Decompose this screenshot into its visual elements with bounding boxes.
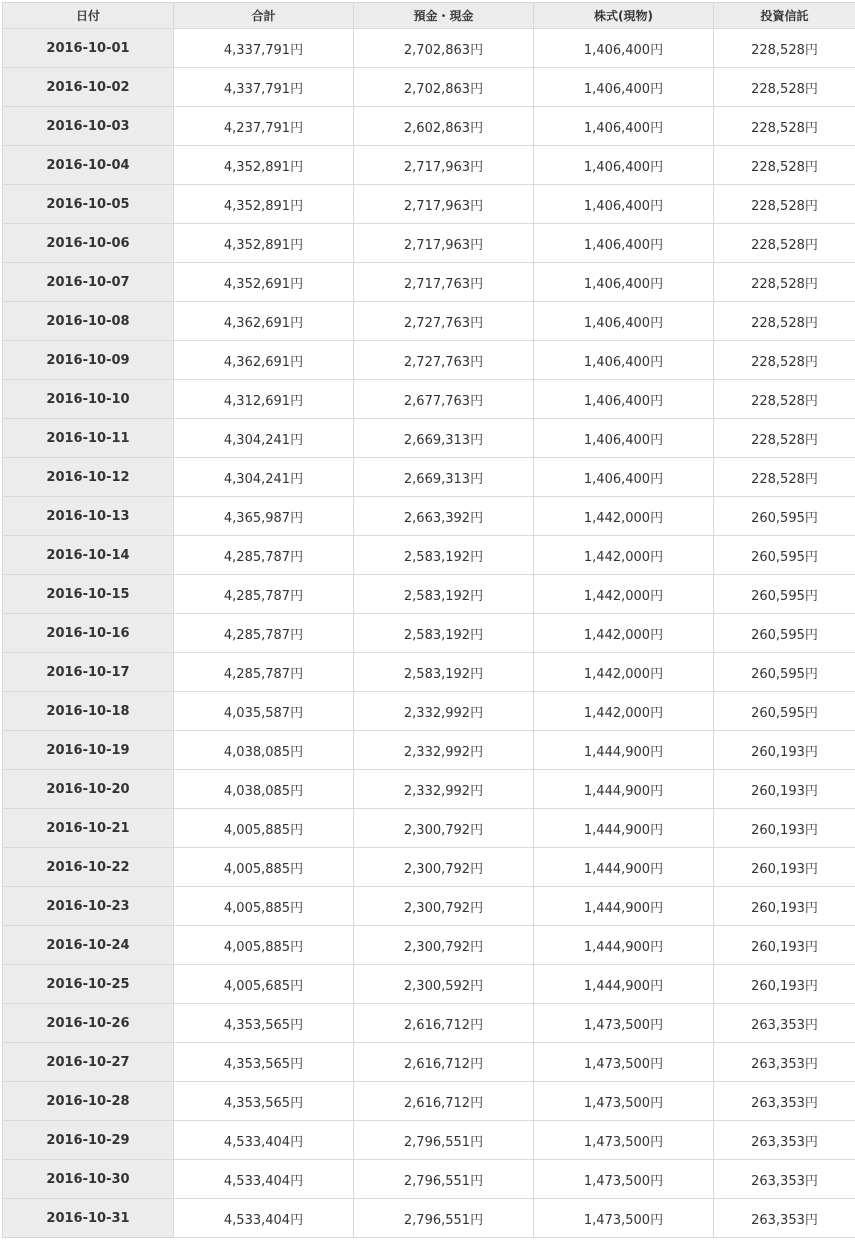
cell-cash: 2,796,551円 — [354, 1160, 534, 1199]
cell-cash: 2,332,992円 — [354, 770, 534, 809]
cell-total: 4,038,085円 — [174, 770, 354, 809]
table-row — [3, 1043, 855, 1082]
table-row — [3, 107, 855, 146]
cell-funds: 260,595円 — [714, 692, 855, 731]
cell-date: 2016-10-18 — [3, 692, 174, 731]
cell-total: 4,005,885円 — [174, 926, 354, 965]
cell-stocks: 1,444,900円 — [534, 887, 714, 926]
cell-cash: 2,602,863円 — [354, 107, 534, 146]
table-row — [3, 146, 855, 185]
table-header-row — [3, 3, 855, 29]
cell-date: 2016-10-21 — [3, 809, 174, 848]
cell-total: 4,312,691円 — [174, 380, 354, 419]
cell-stocks: 1,444,900円 — [534, 809, 714, 848]
cell-total: 4,285,787円 — [174, 653, 354, 692]
cell-stocks: 1,406,400円 — [534, 380, 714, 419]
cell-total: 4,352,891円 — [174, 224, 354, 263]
cell-total: 4,304,241円 — [174, 458, 354, 497]
table-row — [3, 458, 855, 497]
cell-stocks: 1,473,500円 — [534, 1004, 714, 1043]
cell-date: 2016-10-07 — [3, 263, 174, 302]
cell-total: 4,365,987円 — [174, 497, 354, 536]
cell-date: 2016-10-08 — [3, 302, 174, 341]
cell-date: 2016-10-27 — [3, 1043, 174, 1082]
table-row — [3, 1121, 855, 1160]
cell-stocks: 1,442,000円 — [534, 653, 714, 692]
cell-cash: 2,616,712円 — [354, 1043, 534, 1082]
cell-stocks: 1,444,900円 — [534, 848, 714, 887]
cell-stocks: 1,406,400円 — [534, 458, 714, 497]
cell-total: 4,353,565円 — [174, 1082, 354, 1121]
cell-funds: 228,528円 — [714, 302, 855, 341]
table-row — [3, 68, 855, 107]
cell-cash: 2,717,963円 — [354, 146, 534, 185]
cell-cash: 2,332,992円 — [354, 731, 534, 770]
table-row — [3, 302, 855, 341]
cell-funds: 228,528円 — [714, 29, 855, 68]
cell-stocks: 1,444,900円 — [534, 770, 714, 809]
cell-funds: 260,595円 — [714, 497, 855, 536]
table-row — [3, 380, 855, 419]
cell-date: 2016-10-09 — [3, 341, 174, 380]
cell-date: 2016-10-25 — [3, 965, 174, 1004]
cell-cash: 2,300,792円 — [354, 809, 534, 848]
cell-date: 2016-10-30 — [3, 1160, 174, 1199]
cell-date: 2016-10-02 — [3, 68, 174, 107]
cell-funds: 228,528円 — [714, 419, 855, 458]
cell-stocks: 1,406,400円 — [534, 68, 714, 107]
cell-date: 2016-10-16 — [3, 614, 174, 653]
table-row — [3, 809, 855, 848]
cell-stocks: 1,473,500円 — [534, 1199, 714, 1238]
table-row — [3, 575, 855, 614]
cell-funds: 263,353円 — [714, 1199, 855, 1238]
cell-total: 4,005,885円 — [174, 887, 354, 926]
cell-total: 4,005,885円 — [174, 848, 354, 887]
cell-total: 4,035,587円 — [174, 692, 354, 731]
cell-funds: 228,528円 — [714, 263, 855, 302]
cell-stocks: 1,406,400円 — [534, 302, 714, 341]
table-row — [3, 185, 855, 224]
cell-date: 2016-10-24 — [3, 926, 174, 965]
cell-funds: 263,353円 — [714, 1160, 855, 1199]
cell-cash: 2,332,992円 — [354, 692, 534, 731]
cell-cash: 2,300,792円 — [354, 848, 534, 887]
cell-date: 2016-10-31 — [3, 1199, 174, 1238]
cell-stocks: 1,444,900円 — [534, 926, 714, 965]
cell-total: 4,352,891円 — [174, 146, 354, 185]
cell-stocks: 1,444,900円 — [534, 965, 714, 1004]
cell-date: 2016-10-14 — [3, 536, 174, 575]
cell-stocks: 1,406,400円 — [534, 419, 714, 458]
cell-funds: 263,353円 — [714, 1121, 855, 1160]
cell-stocks: 1,442,000円 — [534, 497, 714, 536]
table-row — [3, 1004, 855, 1043]
cell-date: 2016-10-15 — [3, 575, 174, 614]
table-body — [3, 29, 855, 1238]
cell-date: 2016-10-20 — [3, 770, 174, 809]
cell-cash: 2,702,863円 — [354, 29, 534, 68]
cell-funds: 228,528円 — [714, 146, 855, 185]
cell-cash: 2,300,592円 — [354, 965, 534, 1004]
table-row — [3, 731, 855, 770]
cell-total: 4,304,241円 — [174, 419, 354, 458]
cell-stocks: 1,406,400円 — [534, 185, 714, 224]
cell-funds: 228,528円 — [714, 107, 855, 146]
cell-funds: 260,193円 — [714, 770, 855, 809]
cell-date: 2016-10-17 — [3, 653, 174, 692]
cell-cash: 2,583,192円 — [354, 536, 534, 575]
cell-funds: 260,193円 — [714, 809, 855, 848]
cell-total: 4,353,565円 — [174, 1043, 354, 1082]
table-row — [3, 1082, 855, 1121]
cell-date: 2016-10-26 — [3, 1004, 174, 1043]
column-header-cash: 預金・現金 — [354, 3, 534, 29]
cell-funds: 260,193円 — [714, 848, 855, 887]
table-row — [3, 419, 855, 458]
table-row — [3, 263, 855, 302]
cell-total: 4,533,404円 — [174, 1199, 354, 1238]
cell-date: 2016-10-19 — [3, 731, 174, 770]
cell-cash: 2,727,763円 — [354, 341, 534, 380]
cell-stocks: 1,442,000円 — [534, 575, 714, 614]
cell-date: 2016-10-10 — [3, 380, 174, 419]
table-row — [3, 536, 855, 575]
cell-cash: 2,717,963円 — [354, 185, 534, 224]
cell-cash: 2,717,963円 — [354, 224, 534, 263]
cell-cash: 2,717,763円 — [354, 263, 534, 302]
table-row — [3, 653, 855, 692]
table-row — [3, 29, 855, 68]
cell-date: 2016-10-13 — [3, 497, 174, 536]
cell-total: 4,533,404円 — [174, 1121, 354, 1160]
cell-stocks: 1,406,400円 — [534, 29, 714, 68]
cell-funds: 228,528円 — [714, 380, 855, 419]
cell-cash: 2,677,763円 — [354, 380, 534, 419]
cell-funds: 260,595円 — [714, 614, 855, 653]
table-row — [3, 887, 855, 926]
cell-cash: 2,663,392円 — [354, 497, 534, 536]
cell-date: 2016-10-01 — [3, 29, 174, 68]
cell-stocks: 1,444,900円 — [534, 731, 714, 770]
cell-cash: 2,727,763円 — [354, 302, 534, 341]
cell-funds: 260,193円 — [714, 887, 855, 926]
table-row — [3, 1199, 855, 1238]
cell-date: 2016-10-23 — [3, 887, 174, 926]
cell-funds: 228,528円 — [714, 185, 855, 224]
column-header-total: 合計 — [174, 3, 354, 29]
cell-stocks: 1,473,500円 — [534, 1160, 714, 1199]
cell-stocks: 1,406,400円 — [534, 341, 714, 380]
cell-total: 4,533,404円 — [174, 1160, 354, 1199]
cell-date: 2016-10-12 — [3, 458, 174, 497]
cell-total: 4,353,565円 — [174, 1004, 354, 1043]
cell-cash: 2,702,863円 — [354, 68, 534, 107]
cell-funds: 228,528円 — [714, 341, 855, 380]
cell-cash: 2,669,313円 — [354, 458, 534, 497]
cell-cash: 2,616,712円 — [354, 1004, 534, 1043]
column-header-date: 日付 — [3, 3, 174, 29]
table-row — [3, 926, 855, 965]
column-header-funds: 投資信託 — [714, 3, 855, 29]
table-row — [3, 770, 855, 809]
table-row — [3, 341, 855, 380]
cell-date: 2016-10-05 — [3, 185, 174, 224]
cell-stocks: 1,442,000円 — [534, 536, 714, 575]
cell-cash: 2,669,313円 — [354, 419, 534, 458]
cell-funds: 260,193円 — [714, 965, 855, 1004]
cell-cash: 2,583,192円 — [354, 575, 534, 614]
cell-cash: 2,583,192円 — [354, 653, 534, 692]
cell-total: 4,005,885円 — [174, 809, 354, 848]
table-row — [3, 497, 855, 536]
cell-stocks: 1,473,500円 — [534, 1121, 714, 1160]
cell-funds: 263,353円 — [714, 1004, 855, 1043]
cell-total: 4,337,791円 — [174, 29, 354, 68]
cell-cash: 2,616,712円 — [354, 1082, 534, 1121]
table-row — [3, 1160, 855, 1199]
cell-total: 4,285,787円 — [174, 614, 354, 653]
table-row — [3, 965, 855, 1004]
cell-stocks: 1,406,400円 — [534, 224, 714, 263]
cell-funds: 260,595円 — [714, 575, 855, 614]
cell-funds: 228,528円 — [714, 68, 855, 107]
cell-cash: 2,796,551円 — [354, 1199, 534, 1238]
cell-funds: 228,528円 — [714, 224, 855, 263]
cell-total: 4,337,791円 — [174, 68, 354, 107]
cell-total: 4,285,787円 — [174, 536, 354, 575]
cell-funds: 260,193円 — [714, 731, 855, 770]
table-row — [3, 224, 855, 263]
cell-cash: 2,796,551円 — [354, 1121, 534, 1160]
cell-date: 2016-10-28 — [3, 1082, 174, 1121]
cell-funds: 260,595円 — [714, 653, 855, 692]
cell-total: 4,038,085円 — [174, 731, 354, 770]
cell-funds: 263,353円 — [714, 1043, 855, 1082]
cell-cash: 2,300,792円 — [354, 887, 534, 926]
cell-date: 2016-10-03 — [3, 107, 174, 146]
cell-stocks: 1,442,000円 — [534, 614, 714, 653]
cell-total: 4,362,691円 — [174, 341, 354, 380]
cell-date: 2016-10-06 — [3, 224, 174, 263]
cell-total: 4,362,691円 — [174, 302, 354, 341]
cell-stocks: 1,406,400円 — [534, 146, 714, 185]
cell-stocks: 1,406,400円 — [534, 263, 714, 302]
cell-date: 2016-10-11 — [3, 419, 174, 458]
cell-date: 2016-10-29 — [3, 1121, 174, 1160]
cell-total: 4,237,791円 — [174, 107, 354, 146]
cell-funds: 263,353円 — [714, 1082, 855, 1121]
column-header-stocks: 株式(現物) — [534, 3, 714, 29]
table-header — [3, 3, 855, 29]
cell-total: 4,352,691円 — [174, 263, 354, 302]
cell-total: 4,285,787円 — [174, 575, 354, 614]
cell-cash: 2,583,192円 — [354, 614, 534, 653]
cell-stocks: 1,473,500円 — [534, 1082, 714, 1121]
table-row — [3, 692, 855, 731]
cell-funds: 260,193円 — [714, 926, 855, 965]
cell-funds: 260,595円 — [714, 536, 855, 575]
table-row — [3, 848, 855, 887]
cell-stocks: 1,442,000円 — [534, 692, 714, 731]
cell-stocks: 1,473,500円 — [534, 1043, 714, 1082]
cell-cash: 2,300,792円 — [354, 926, 534, 965]
table-row — [3, 614, 855, 653]
cell-total: 4,005,685円 — [174, 965, 354, 1004]
cell-total: 4,352,891円 — [174, 185, 354, 224]
cell-date: 2016-10-22 — [3, 848, 174, 887]
cell-funds: 228,528円 — [714, 458, 855, 497]
cell-stocks: 1,406,400円 — [534, 107, 714, 146]
asset-history-table — [2, 2, 855, 1238]
cell-date: 2016-10-04 — [3, 146, 174, 185]
